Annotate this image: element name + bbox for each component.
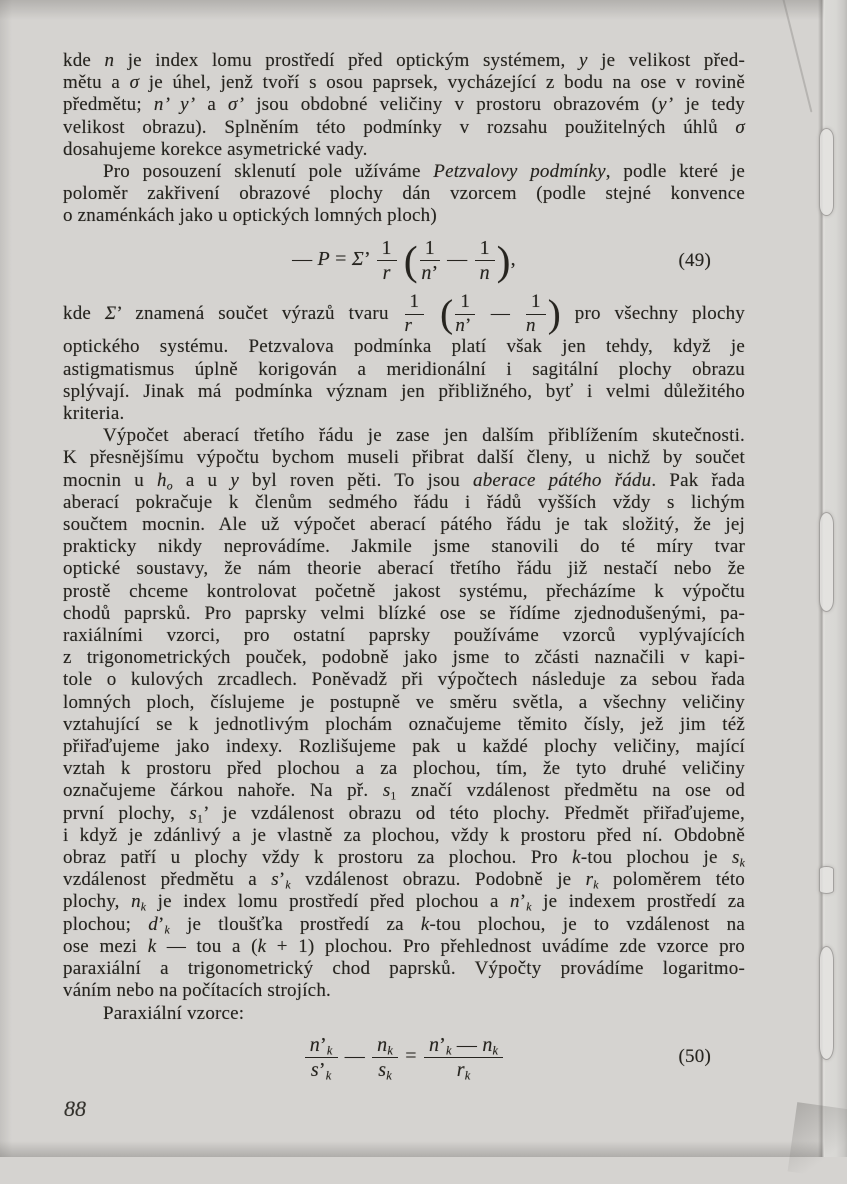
text-line: K přesnějšímu výpočtu bychom museli přibrat další členy, u nichž by součet: [63, 447, 745, 469]
paragraph-sigma-sum: [63, 292, 745, 426]
text-line: kriteria.: [63, 403, 125, 425]
text-line: optického systému. Petzvalova podmínka platí však jen tehdy, když je: [63, 336, 745, 358]
text-line: astigmatismus úplně korigován a meridionální i sagitální plochy obrazu: [63, 358, 745, 380]
text-line: plochy, $n_k$ je index lomu prostředí před plochou a $n’_k$ je indexem prostředí za: [63, 891, 746, 915]
paper-left-shadow: [0, 0, 12, 1157]
text-line: ose mezi k — tou a (k + 1) plochou. Pro přehlednost uvádíme zde vzorce pro: [63, 935, 745, 957]
paper-crack: [782, 0, 813, 112]
text-line: mětu a σ je úhel, jenž tvoří s osou paprsek, vycházející z bodu na ose v rovině: [63, 72, 746, 94]
corner-shadow: [788, 1102, 847, 1184]
paper-top-shadow: [0, 0, 847, 20]
binding-stitch-mark: [819, 128, 834, 216]
text-line: raxiálními vzorci, pro ostatní paprsky používáme vzorců vyplývajících: [63, 625, 745, 647]
text-line: označujeme čárkou nahoře. Na př. $s_1$ značí vzdálenost předmětu na ose od: [63, 780, 745, 803]
display-equation-50: [63, 1034, 745, 1081]
text-line: vztahující se k jednotlivým plochám označujeme těmito čísly, jež jim též: [63, 713, 745, 735]
paragraph-petzval-condition: [63, 161, 745, 228]
text-line: o znaménkách jako u optických lomných ploch): [63, 205, 437, 227]
text-line: obraz patří u plochy vždy k prostoru za plochou. Pro k-tou plochou je $s_k$: [63, 847, 745, 870]
text-line: mocnin u $h_o$ a u y byl roven pěti. To jsou aberace pátého řádu. Pak řada: [63, 469, 746, 493]
text-line: poloměr zakřivení obrazové plochy dán vzorcem (podle stejné konvence: [63, 183, 745, 205]
equation-49-body: — P = Σ’ $\frac{1}{r}$ ( $\frac{1}{n’}$ — $\frac{1}{n}$ ),: [292, 237, 516, 285]
display-equation-49: [63, 237, 745, 285]
text-line: dosahujeme korekce asymetrické vady.: [63, 138, 368, 160]
binding-stitch-mark: [819, 946, 834, 1060]
text-line: i když je zdánlivý a je vlastně za plochou, vždy k prostoru před ní. Obdobně: [63, 824, 745, 846]
equation-number-49: (49): [678, 249, 711, 271]
text-line: Výpočet aberací třetího řádu je zase jen dalším přiblížením skutečnosti.: [103, 425, 745, 447]
text-column: [63, 50, 745, 1088]
text-line: splývají. Jinak má podmínka význam jen přibližného, byť i velmi důležitého: [63, 380, 745, 402]
text-line: předmětu; n’ y’ a σ’ jsou obdobné veličiny v prostoru obrazovém (y’ je tedy: [63, 94, 746, 116]
text-line: Pro posouzení sklenutí pole užíváme Petzvalovy podmínky, podle které je: [103, 161, 745, 183]
text-line: kde n je index lomu prostředí před optickým systémem, y je velikost před-: [63, 50, 746, 71]
text-line: plochou; $d’_k$ je tloušťka prostředí za k-tou plochou, je to vzdálenost na: [63, 913, 746, 937]
text-line: přiřaďujeme jako indexy. Rozlišujeme pak u každé plochy veličiny, mající: [63, 736, 745, 758]
text-line: velikost obrazu). Splněním této podmínky v rozsahu použitelných úhlů σ: [63, 116, 745, 138]
text-line: vztah k prostoru před plochou a za plochou, tím, že tyto druhé veličiny: [63, 758, 745, 780]
text-line: prakticky nikdy neprovádíme. Jakmile jsme stanovili do té míry tvar: [63, 536, 745, 558]
text-line: optické soustavy, že nám theorie aberací třetího řádu již nestačí nebo že: [63, 558, 745, 580]
text-line: tole o kulových zrcadlech. Poněvadž při výpočtech následuje za sebou řada: [63, 669, 745, 691]
text-line: prostě chceme kontrolovat početně jakost systému, přecházíme k výpočtu: [63, 580, 745, 602]
page-number: 88: [64, 1096, 86, 1121]
text-line: aberací pokračuje k členům sedmého řádu i řádů vyšších vždy s lichým: [63, 491, 745, 513]
binding-stitch-mark: [819, 512, 834, 612]
paragraph-aberration-calculation: [63, 425, 745, 1002]
text-line: součtem mocnin. Ale už výpočet aberací pátého řádu je tak složitý, že jej: [63, 514, 745, 536]
text-line: chodů paprsků. Pro paprsky velmi blízké ose se řídíme zjednodušenými, pa-: [63, 602, 745, 624]
equation-50-body: $\frac{n’_k}{s’_k}$ — $\frac{n_k}{s_k}$ = $\frac{n’_k — n_k}{r_k}$: [303, 1045, 505, 1067]
text-line: váním nebo na počítacích strojích.: [63, 980, 331, 1002]
paper-bottom-shadow: [0, 1141, 847, 1157]
text-line: lomných ploch, číslujeme je postupně ve směru světla, a všechny veličiny: [63, 691, 745, 713]
binding-stitch-mark: [819, 866, 834, 894]
text-line: první plochy, $s_1$’ je vzdálenost obrazu od této plochy. Předmět přiřaďujeme,: [63, 802, 745, 826]
paragraph-index-of-refraction: [63, 50, 745, 161]
text-line: paraxiální a trigonometrický chod paprsků. Výpočty provádíme logaritmo-: [63, 958, 745, 980]
text-line: Paraxiální vzorce:: [103, 1002, 245, 1024]
paragraph-paraxial-heading: [63, 1003, 745, 1025]
text-line: vzdálenost předmětu a $s’_k$ vzdálenost obrazu. Podobně je $r_k$ poloměrem této: [63, 869, 746, 892]
equation-number-50: (50): [678, 1046, 711, 1068]
text-line: z trigonometrických pouček, podobně jako jsme to zčásti naznačili v kapi-: [63, 647, 745, 669]
text-line: kde Σ’ znamená součet výrazů tvaru $\frac{1}{r}$ ( $\frac{1}{n’}$ — $\frac{1}{n}$ ) pro všechny plochy: [63, 290, 746, 336]
